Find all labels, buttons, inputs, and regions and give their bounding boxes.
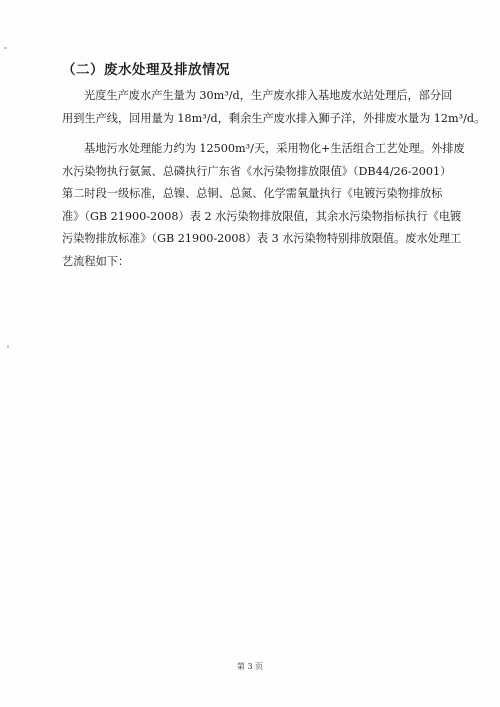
text-line: 准》（GB 21900-2008）表 2 水污染物排放限值，其余水污染物指标执行《电镀: [62, 209, 462, 223]
page-number: 第 3 页: [236, 662, 264, 671]
text-line: 第二时段一级标准，总镍、总铜、总氮、化学需氧量执行《电镀污染物排放标: [62, 187, 443, 200]
scan-speck: [4, 47, 7, 49]
text-line: 光度生产废水产生量为 30m³/d，生产废水排入基地废水站处理后，部分回: [84, 89, 453, 102]
section-heading: （二）废水处理及排放情况: [62, 62, 230, 78]
text-line: 水污染物执行氨氮、总磷执行广东省《水污染物排放限值》（DB44/26-2001）: [62, 164, 452, 178]
text-line: 艺流程如下：: [62, 254, 130, 268]
text-line: 污染物排放标准》（GB 21900-2008）表 3 水污染物特别排放限值。废水处理工: [62, 232, 462, 245]
text-line: 基地污水处理能力约为 12500m³/天，采用物化+生活组合工艺处理。外排废: [84, 142, 465, 155]
paragraph-wastewater-generation: [62, 85, 486, 130]
paragraph-treatment-standards: [62, 138, 465, 273]
scan-speck: [7, 345, 9, 348]
text-line: 用到生产线，回用量为 18m³/d，剩余生产废水排入狮子洋，外排废水量为 12m³/d。: [62, 111, 486, 125]
